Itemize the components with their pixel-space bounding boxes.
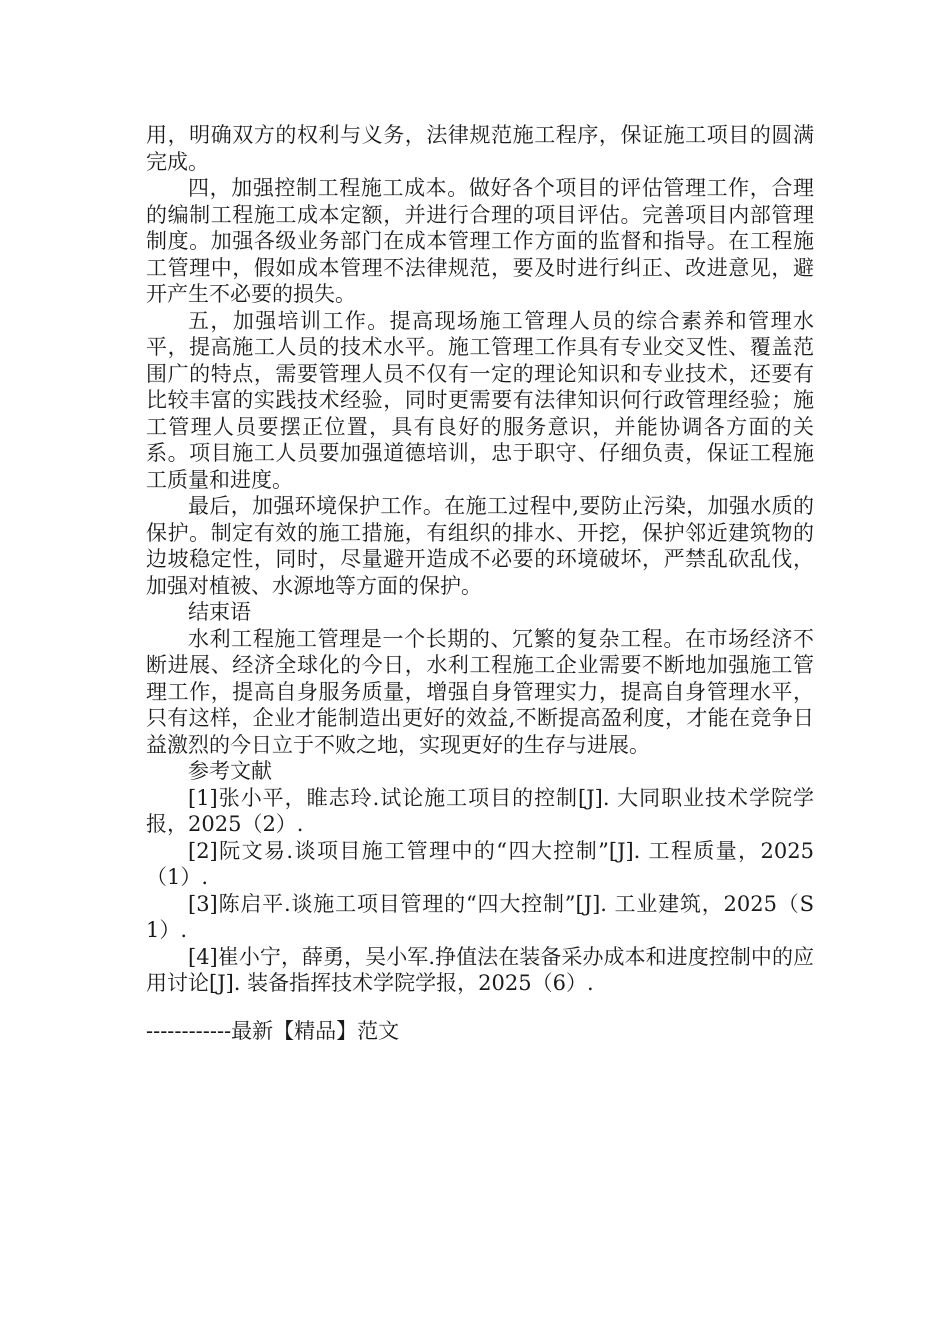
reference-item-2: [2]阮文易.谈项目施工管理中的“四大控制”[J]. 工程质量，2025（1）. (146, 838, 814, 889)
document-body (146, 122, 814, 997)
paragraph-continuation: 用，明确双方的权利与义务，法律规范施工程序，保证施工项目的圆满完成。 (146, 123, 814, 174)
paragraph-training: 五，加强培训工作。提高现场施工管理人员的综合素养和管理水平，提高施工人员的技术水平。施工管理工作具有专业交叉性、覆盖范围广的特点，需要管理人员不仅有一定的理论知识和专业技术，还要有比较丰富的实践技术经验，同时更需要有法律知识何行政管理经验；施工管理人员要摆正位置，具有良好的服务意识，并能协调各方面的关系。项目施工人员要加强道德培训，忠于职守、仔细负责，保证工程施工质量和进度。 (146, 308, 814, 492)
reference-item-4: [4]崔小宁，薛勇，吴小军.挣值法在装备采办成本和进度控制中的应用讨论[J]. 装备指挥技术学院学报，2025（6）. (146, 944, 814, 995)
section-heading-conclusion: 结束语 (188, 600, 251, 624)
footer-text: ------------最新【精品】范文 (146, 1019, 400, 1043)
paragraph-conclusion: 水利工程施工管理是一个长期的、冗繁的复杂工程。在市场经济不断进展、经济全球化的今日，水利工程施工企业需要不断地加强施工管理工作，提高自身服务质量，增强自身管理实力，提高自身管理水平，只有这样，企业才能制造出更好的效益,不断提高盈利度，才能在竞争日益激烈的今日立于不败之地，实现更好的生存与进展。 (146, 626, 814, 757)
reference-item-1: [1]张小平，睢志玲.试论施工项目的控制[J]. 大同职业技术学院学报，2025（2）. (146, 785, 814, 836)
section-heading-references: 参考文献 (188, 759, 272, 783)
paragraph-cost-control: 四，加强控制工程施工成本。做好各个项目的评估管理工作，合理的编制工程施工成本定额，并进行合理的项目评估。完善项目内部管理制度。加强各级业务部门在成本管理工作方面的监督和指导。在工程施工管理中，假如成本管理不法律规范，要及时进行纠正、改进意见，避开产生不必要的损失。 (146, 176, 814, 306)
reference-item-3: [3]陈启平.谈施工项目管理的“四大控制”[J]. 工业建筑，2025（S1）. (146, 891, 814, 942)
paragraph-environment: 最后，加强环境保护工作。在施工过程中,要防止污染，加强水质的保护。制定有效的施工措施，有组织的排水、开挖，保护邻近建筑物的边坡稳定性，同时，尽量避开造成不必要的环境破坏，严禁乱砍乱伐，加强对植被、水源地等方面的保护。 (146, 494, 814, 598)
